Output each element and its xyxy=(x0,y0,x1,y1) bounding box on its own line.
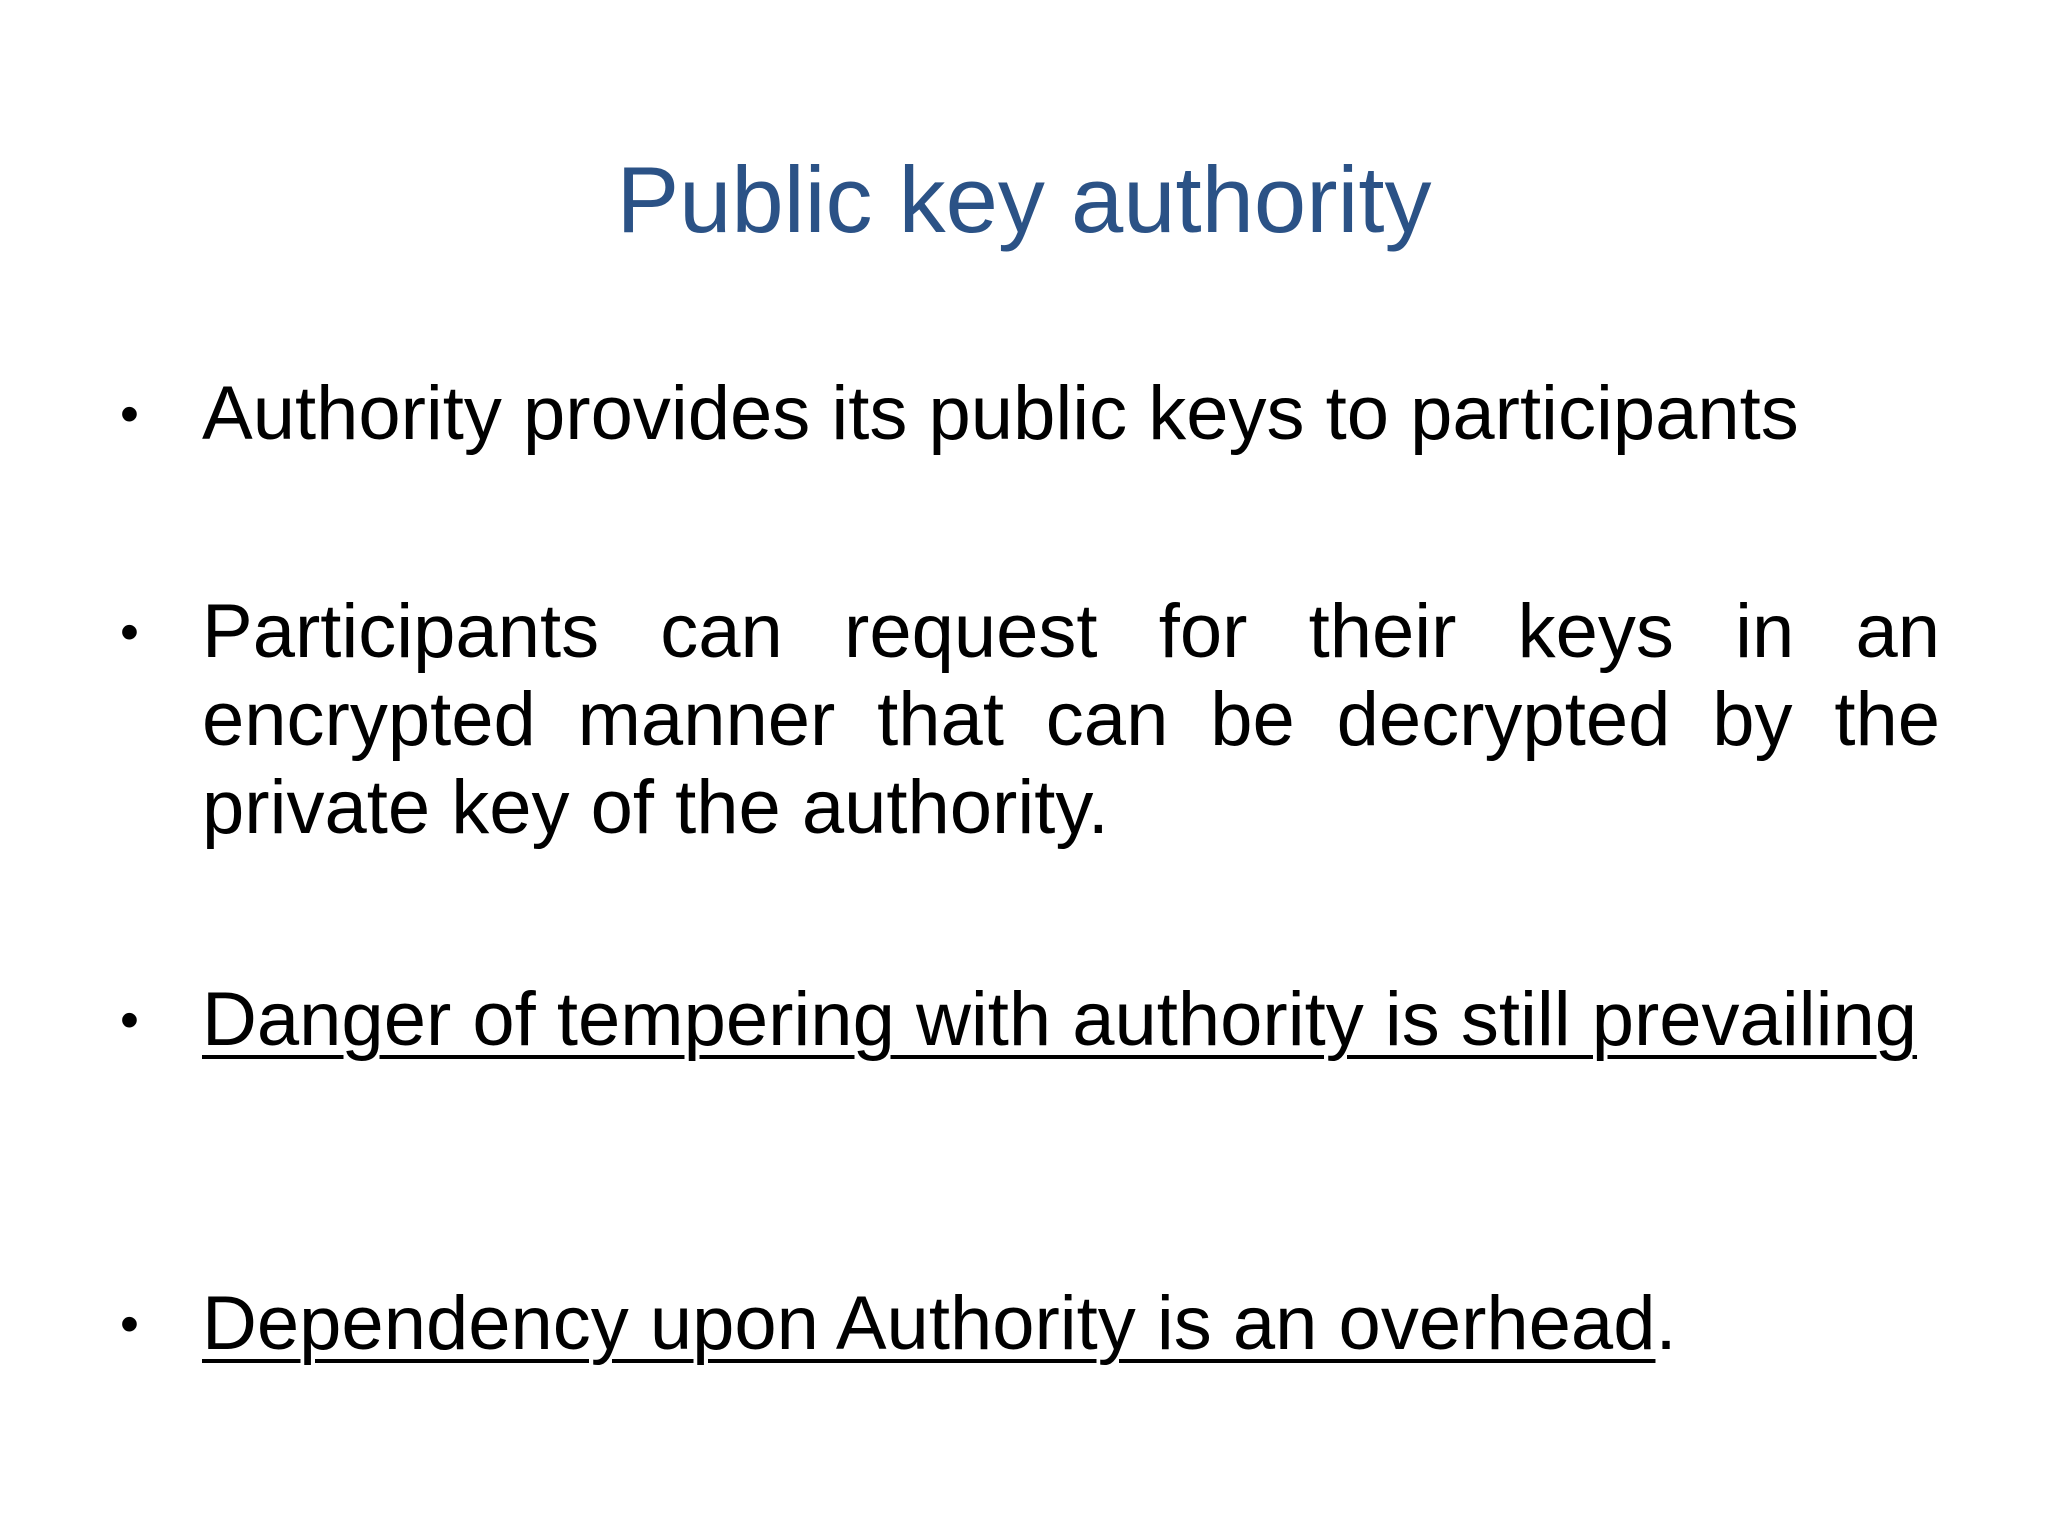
bullet-text-underlined: Dependency upon Authority is an overhead xyxy=(202,1281,1656,1366)
bullet-text xyxy=(202,1280,1940,1368)
bullet-text: Participants can request for their keys in an encrypted manner that can be decrypted by the private key of the authority. xyxy=(202,589,1940,850)
bullet-marker: • xyxy=(120,602,139,662)
bullet-text: Authority provides its public keys to participants xyxy=(202,371,1799,456)
bullet-marker: • xyxy=(120,384,139,444)
slide-title: Public key authority xyxy=(616,147,1432,252)
bullet-text: Danger of tempering with authority is still prevailing xyxy=(202,977,1918,1062)
bullet-marker: • xyxy=(120,1294,139,1354)
bullet-marker: • xyxy=(120,990,139,1050)
bullet-text-suffix: . xyxy=(1655,1281,1677,1366)
